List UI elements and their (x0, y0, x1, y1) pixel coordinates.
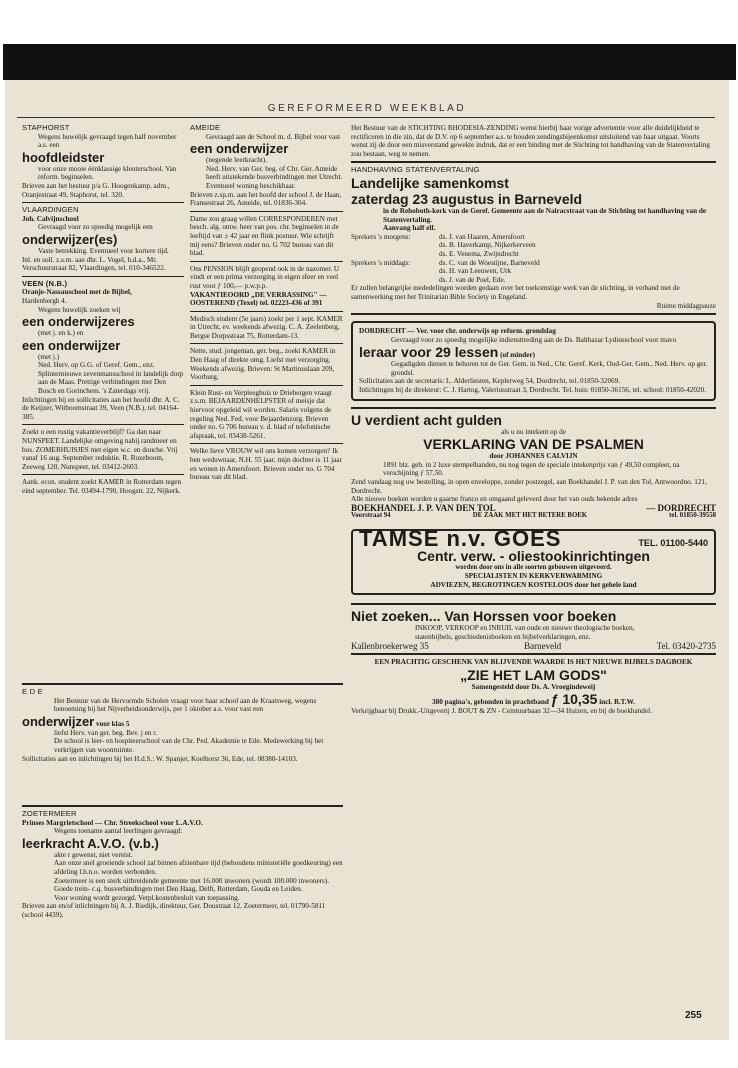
divider (351, 161, 716, 163)
speakers-list (439, 259, 540, 285)
speaker: ds. J. van de Poel, Ede. (439, 275, 506, 284)
divider (190, 211, 343, 212)
shop-tel: tel. 01850-39558 (669, 512, 716, 520)
tamse-head (359, 526, 708, 551)
speaker: ds. C. van de Woestijne, Barneveld (439, 258, 540, 267)
divider (22, 276, 184, 277)
ad-title: U verdient acht gulden (351, 411, 502, 428)
speakers-label: Sprekers 's morgens: (351, 232, 411, 241)
ad-desc: De school is leer- en hospiteerschool van de Chr. Ped. Akademie te Ede. Medewerking bij het verkrijgen van woonruimte. (54, 737, 324, 754)
ad-school: Oranje-Nassauschool met de Bijbel, (22, 288, 132, 297)
speaker: ds. H. van Leeuwen, Urk (439, 267, 512, 276)
ad-head: DORDRECHT — Ver. voor chr. onderwijs op reform. grondslag (359, 327, 556, 336)
ad-intro: EEN PRACHTIG GESCHENK VAN BLIJVENDE WAARDE IS HET NIEUWE BIJBELS DAGBOEK (374, 658, 693, 667)
address-street: Kallenbroekerweg 35 (351, 640, 429, 651)
divider (22, 474, 184, 475)
ad-desc: Ned. Herv. op G.G. of Geref. Gem., enz. Splinternieuwe zevenmansschool in landelijk dorp aan de Maas. Prettige verbindingen met Den Bosch en Gorinchem. 's Zaterdags vrij. (38, 361, 184, 396)
page-header: GEREFORMEERD WEEKBLAD (267, 103, 467, 114)
column-3 (351, 124, 716, 719)
speakers-afternoon (351, 259, 716, 285)
ad-desc: INKOOP, VERKOOP en INRUIL van oude en nieuwe theologische boeken, statenbijbels, geschiedenisboeken en bijbelverklaringen, enz. (415, 624, 635, 641)
speakers-label: Sprekers 's middags: (351, 258, 411, 267)
ad-note: Er zullen belangrijke mededelingen worden gedaan over het toekomstige werk van de stichting, in verband met de samenwerking met het Trinitarian Bible Society in Engeland. (351, 284, 680, 301)
ad-sub: (negende leerkracht). (206, 156, 268, 165)
ad-org: HANDHAVING STATENVERTALING (351, 165, 480, 175)
header-rule (17, 117, 715, 118)
ad-price: ƒ 10,35 (550, 691, 598, 708)
ad-title: Centr. verw. - oliestookinrichtingen (417, 547, 650, 564)
ad-veen (22, 280, 184, 422)
ad-rhodesia: Het Bestuur van de STICHTING RHODESIA-ZENDING wenst hierbij haar vorige advertentie voor alle duidelijkheid te rectificeren in die zin, dat de D.V. op 6 september a.s. te houden zendingsbijeenkomst uitsluitend van haar uitgaat. Voorts wenst zij de door een misverstand gewekte indruk, dat er een binding met de Stichting tot handhaving van de Statenvertaling zou bestaan, weg te nemen. (351, 124, 710, 158)
divider (22, 683, 343, 685)
ad-contact: Inlichtingen bij de direkteur: C. J. Hartog, Valeriusstraat 3, Dordrecht. Tel. huis: 01850-36156, tel. school: 01850-42020. (359, 386, 706, 395)
ad-title: zaterdag 23 augustus in Barneveld (351, 190, 583, 207)
ad-sub: (met j.) (38, 352, 60, 361)
ad-title: onderwijzer(es) (22, 231, 118, 247)
ad-klein: Klein Rust- en Verpleeghuis te Driebergen vraagt z.s.m. BEJAARDENHELPSTER of meisje dat hiervoor opgeleid wil worden. Salaris volgens de regeling Ned. Fed. voor Bejaardenzorg. Brieven onder no. G 706 bureau v. d. blad of telefonische afspraak, tel. 03438-5261. (190, 388, 332, 440)
divider (190, 385, 343, 386)
ad-desc: Ons PENSION blijft geopend ook in de nazomer. U vindt er een prima verzorging in eigen sfeer en veel rust voor ƒ 100,— p.w.p.p. (190, 264, 340, 290)
newspaper-page (5, 80, 729, 1040)
speaker: ds. J. van Haaren, Amersfoort (439, 232, 525, 241)
ad-statenvertaling (351, 166, 716, 310)
ad-place: AMEIDE (190, 123, 221, 132)
ad-sub: (met j. en k.) en (38, 329, 84, 338)
ad-intro: Het Bestuur van de Hervormde Scholen vraagt voor haar school aan de Kraatsweg, wegens benoeming bij het Nijverheidsonderwijs, per 1 oktober a.s. voor vast een (54, 696, 317, 714)
ad-nette: Nette, stud. jongeman, ger. beg., zoekt KAMER in Den Haag of direkte omg. Liefst met verzorging. Weekends afwezig. Brieven: St Martinuslaan 209, Voorburg. (190, 347, 336, 382)
ad-title-small: voor klas 5 (96, 719, 130, 728)
ad-contact: Inl. en soll. z.s.m. aan dhr. L. Vogel, h.d.a., Mr. Verschuurstraat 82, Vlaardingen, tel. 010-346522. (22, 255, 166, 273)
ad-title: „ZIE HET LAM GODS" (460, 666, 607, 683)
divider (22, 424, 184, 425)
ad-desc: Zoetermeer is een sterk uitbreidende gemeente met 16.000 inwoners (wordt 100.000 inwoners). Goede trein- c.q. busverbindingen met Den Haag, Delft, Rotterdam, Gouda en Leiden. (54, 876, 330, 894)
address-tel: Tel. 03420-2735 (656, 640, 716, 651)
ad-intro: Gevraagd voor zo spoedig mogelijk een (38, 223, 153, 232)
speaker: ds. B. Haverkamp, Nijkerkerveen (439, 241, 536, 250)
ad-desc: akte r gewenst, niet vereist. (54, 850, 133, 859)
ad-school: Joh. Calvijnschool (22, 214, 79, 223)
ad-intro: Gevraagd voor zo spoedig mogelijke indiensttreding aan de Ds. Balthazar Lydiusschool voor mavo (391, 335, 677, 344)
speakers-list (439, 233, 536, 259)
ad-place: E D E (22, 687, 43, 696)
ad-note: Alle nieuwe boeken worden u gaarne franco en omgaand geleverd door het van ouds bekende adres (351, 495, 638, 504)
ad-title: een onderwijzeres (22, 314, 135, 330)
divider (190, 343, 343, 344)
ad-tamse (351, 526, 716, 595)
ad-title: Niet zoeken... Van Horssen voor boeken (351, 608, 617, 625)
book-author: door JOHANNES CALVIJN (489, 452, 578, 461)
divider (190, 261, 343, 262)
ad-sub: Samengesteld door Ds. A. Vroegindeweij (471, 682, 596, 691)
ad-medisch: Medisch student (5e jaars) zoekt per 1 sept. KAMER in Utrecht, ev. weekends afwezig. C. A. Zeelenberg, Bergse Dorpsstraat 75, Rotterdam-13. (190, 314, 343, 340)
ad-advice: ADVIEZEN, BEGROTINGEN KOSTELOOS door het gehele land (430, 580, 637, 589)
divider (351, 407, 716, 409)
ad-school: Prinses Margrietschool — Chr. Streekschool voor L.A.V.O. (22, 818, 203, 827)
ad-nunspeet: Zoekt u een rustig vakantieverblijf? Ga dan naar NUNSPEET. Landelijke omgeving nabij randmeer en bos. ZOMERHUISJES met eigen w.c. en douche. Vrij vanaf 16 aug. September reduktie. R. Rozeboom, Zeeweg 120, Nunspeet, tel. 03412-2603. (22, 428, 178, 471)
ad-place: VLAARDINGEN (22, 205, 79, 215)
ad-vat: incl. B.T.W. (599, 698, 635, 707)
speakers-morning (351, 233, 716, 259)
ad-place: STAPHORST (22, 123, 70, 132)
ad-price-row (351, 691, 716, 707)
ad-title: Landelijke samenkomst (351, 174, 509, 191)
divider (22, 805, 343, 807)
ad-lam-gods (351, 658, 716, 716)
ad-req: liefst Herv. van ger. beg. Bev. j en r. (54, 728, 158, 737)
ad-contact: Brieven aan het bestuur p/a G. Hoogenkamp, adm., Oranjestraat 49, Staphorst, tel. 320. (22, 181, 170, 199)
ad-title: een onderwijzer (190, 141, 289, 157)
shop-city: — DORDRECHT (646, 502, 716, 513)
shop-slogan: DE ZAAK MET HET BETERE BOEK (472, 512, 588, 520)
horssen-address-row (351, 642, 716, 651)
divider (351, 603, 716, 605)
ad-psalmen (351, 412, 716, 521)
ad-zoetermeer (22, 802, 343, 920)
ad-kamer: Aank. econ. student zoekt KAMER in Rotterdam tegen eind september. Tel. 03494-1790, Hoogstr. 22, Nijkerk. (22, 478, 182, 495)
ad-title-row (359, 344, 708, 360)
book-title: VERKLARING VAN DE PSALMEN (423, 436, 644, 453)
company-name: TAMSE n.v. GOES (359, 526, 562, 551)
shop-row (351, 504, 716, 513)
ad-spec: SPECIALISTEN IN KERKVERWARMING (464, 572, 603, 581)
ad-start: Aanvang half elf. (383, 224, 436, 233)
ad-contact: Inlichtingen bij en sollicitaties aan het hoofd dhr. A. C. de Keijzer, Witboomstraat 39, Veen (N.B.), tel. 04164-385. (22, 395, 180, 421)
ad-horssen (351, 608, 716, 650)
ad-desc: Voor woning wordt gezorgd. Verpl.kostenbesluit van toepassing. (54, 893, 240, 902)
ad-staphorst (22, 124, 184, 199)
ad-location: in de Rehoboth-kerk van de Geref. Gemeente aan de Nairacstraat van de Stichting tot handhaving van de Statenvertaling. (383, 206, 707, 224)
ad-title: VAKANTIEOORD „DE VERRASSING" — OOSTEREND (Texel) tel. 02223-436 of 391 (190, 290, 327, 308)
ad-contact: Sollicitaties aan en inlichtingen bij het H.d.S.: W. Spanjer, Koelhorst 36, Ede, tel. 08380-14103. (22, 754, 298, 763)
ad-title: onderwijzer (22, 713, 95, 729)
divider (351, 653, 716, 655)
ad-ede (22, 680, 343, 763)
ad-intro: Wegens huwelijk gevraagd tegen half november a.s. een (38, 132, 177, 150)
ad-title-small: (of minder) (500, 351, 536, 360)
ad-contact: Brieven z.sp.m. aan het hoofd der school J. de Haan, Fransestraat 26, Ameide, tel. 01836-304. (190, 190, 342, 208)
ad-pages: 380 pagina's, gebonden in prachtband (432, 698, 549, 707)
divider (190, 443, 343, 444)
ad-dordrecht (351, 321, 716, 401)
ad-title-row (22, 714, 343, 729)
divider (22, 202, 184, 203)
ad-title: een onderwijzer (22, 337, 121, 353)
ad-vlaardingen (22, 206, 184, 273)
ad-intro: Wegens huwelijk zoeken wij (38, 305, 121, 314)
ad-desc: Aan onze snel groeiende school zal binnen afzienbare tijd (behoudens ministeriële goedkeuring) een afdeling l.h.n.o. worden verbonden. (54, 859, 343, 876)
ad-pension (190, 265, 343, 308)
ad-intro: Gevraagd aan de School m. d. Bijbel voor vast (206, 132, 341, 141)
ad-sub: als u nu intekent op de (501, 427, 566, 436)
shop-info-row (351, 512, 716, 521)
ad-address: Hardenbergh 4. (22, 296, 67, 305)
ad-title: leerkracht A.V.O. (v.b.) (22, 835, 159, 851)
speaker: ds. E. Venema, Zwijndrecht (439, 249, 519, 258)
ad-vrouw: Welke lieve VROUW wil ons komen verzorgen? Ik ben weduwnaar, N.H. 55 jaar, mijn dochter is 11 jaar en wonen in Amersfoort. Brieven onder no. G 704 bureau van dit blad. (190, 447, 342, 482)
company-tel: TEL. 01100-5440 (638, 538, 708, 548)
ad-ameide (190, 124, 343, 208)
ad-order: Zend vandaag nog uw bestelling, in open enveloppe, zonder postzegel, aan Boekhandel J. P. van den Tol, Antwoordno. 121, Dordrecht. (351, 478, 707, 495)
ad-desc: Vaste betrekking. Eventueel voor kortere tijd. (38, 246, 169, 255)
ad-note-right: Ruime middagpauze (656, 301, 716, 310)
ad-desc: voor onze mooie éénklassige kleuterschool. Van reform. beginselen. (38, 164, 177, 182)
column-1 (22, 124, 184, 499)
ad-availability: Verkrijgbaar bij Drukk.-Uitgeverij J. BOUT & ZN - Ceintuurbaan 32—34 Huizen, en bij de boekhandel. (351, 707, 652, 716)
ad-place: VEEN (N.B.) (22, 278, 68, 288)
scan-black-border (3, 44, 736, 80)
shop-street: Voorstraat 94 (351, 512, 391, 520)
ad-place: ZOETERMEER (22, 809, 77, 818)
ad-contact: Sollicitaties aan de secretaris: L. Alderliesten, Keplerweg 54, Dordrecht, tel. 01850-32069. (359, 377, 621, 386)
ad-contact: Brieven aan en/of inlichtingen bij A. J. Riedijk, direkteur, Ger. Doustraat 12, Zoetermeer, tel. 01790-5811 (school 4439). (22, 902, 326, 919)
ad-dame: Dame zou graag willen CORRESPONDEREN met besch. alg. ontw. heer van pos. chr. beginselen in de leeftijd van ± 42 jaar en flink postuur. Wie schrijft mij eens? Brieven onder no. G 702 bureau van dit blad. (190, 214, 339, 258)
divider (190, 311, 343, 312)
ad-desc: 1891 blz. geb. in 2 luxe stempelbanden, nu nog tegen de speciale intekenprijs van ƒ 49,50 compleet, na verschijning ƒ 57,50. (383, 460, 680, 478)
page-number: 255 (685, 1010, 702, 1021)
address-city: Barneveld (524, 640, 562, 651)
ad-title: leraar voor 29 lessen (359, 344, 499, 361)
shop-name: BOEKHANDEL J. P. VAN DEN TOL (351, 502, 496, 513)
ad-sub: worden door ons in alle soorten gebouwen uitgevoerd. (455, 563, 612, 571)
ad-desc: Gegadigden dienen te behoren tot de Ger. Gem. in Ned., Chr. Geref. Kerk, Oud-Ger. Gem., Ned. Herv. op ger. grondsl. (391, 360, 708, 377)
ad-intro: Wegens toename aantal leerlingen gevraagd: (54, 827, 183, 836)
divider (351, 313, 716, 315)
column-2 (190, 124, 343, 485)
ad-desc: Ned. Herv. van Ger. beg. of Chr. Ger. Ameide heeft uitstekende busverbindingen met Utrecht. Eventueel woning beschikbaar. (206, 164, 343, 190)
ad-title: hoofdleidster (22, 149, 105, 165)
